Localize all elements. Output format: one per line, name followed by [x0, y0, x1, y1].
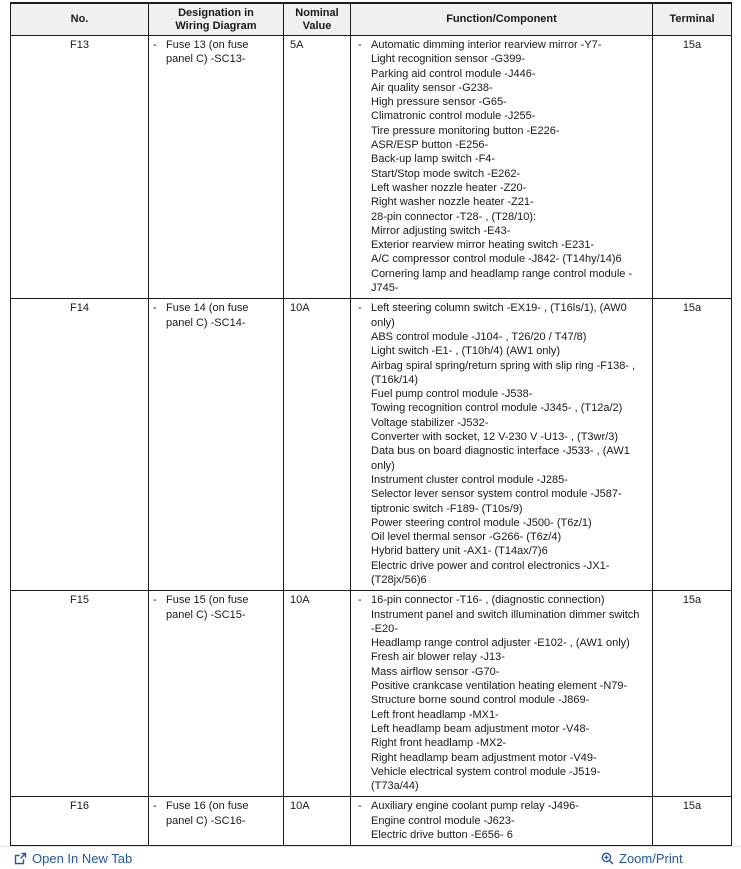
- function-item: Oil level thermal sensor -G266- (T6z/4): [371, 531, 562, 544]
- function-item: Climatronic control module -J255-: [371, 110, 536, 123]
- table-header-row: [11, 3, 732, 36]
- function-item: Right washer nozzle heater -Z21-: [371, 196, 534, 209]
- header-nominal-value-label: Nominal Value: [295, 6, 339, 32]
- function-item: ABS control module -J104- , T26/20 / T47/8): [371, 330, 587, 343]
- designation-cell: [149, 797, 284, 846]
- open-in-new-tab-link[interactable]: [14, 851, 132, 866]
- fuse-row: [11, 299, 732, 591]
- function-component-cell: [351, 591, 653, 797]
- dash-separator: -: [358, 594, 362, 607]
- function-item: Data bus on board diagnostic interface -J533- , (AW1 only): [371, 445, 630, 472]
- function-item: Electric drive button -E656- 6: [371, 829, 513, 842]
- terminal-cell: 15a: [653, 299, 732, 591]
- function-item: Cornering lamp and headlamp range control module -J745-: [371, 267, 633, 295]
- function-item: Fuel pump control module -J538-: [371, 388, 533, 401]
- designation-cell: [149, 299, 284, 591]
- function-item: Start/Stop mode switch -E262-: [371, 167, 521, 180]
- function-component-cell: [351, 797, 653, 846]
- function-item: Selector lever sensor system control module -J587- tiptronic switch -F189- (T10s/9): [371, 488, 622, 515]
- function-item: Air quality sensor -G238-: [371, 81, 493, 94]
- zoom-print-link[interactable]: [601, 851, 683, 866]
- function-item: 16-pin connector -T16- , (diagnostic connection): [371, 594, 605, 607]
- nominal-value-cell: 10A: [284, 299, 351, 591]
- function-item: 28-pin connector -T28- , (T28/10):: [371, 210, 537, 223]
- function-item: Automatic dimming interior rearview mirror -Y7-: [371, 39, 602, 51]
- terminal-cell: 15a: [653, 36, 732, 299]
- function-item: Light switch -E1- , (T10h/4) (AW1 only): [371, 345, 561, 358]
- fuse-number-cell: F13: [11, 36, 149, 299]
- function-item: Vehicle electrical system control module -J519- (T73a/44): [371, 765, 601, 793]
- function-item: Fresh air blower relay -J13-: [371, 651, 505, 664]
- fuse-assignment-table: [10, 2, 732, 846]
- nominal-value-cell: 10A: [284, 797, 351, 846]
- function-item: Power steering control module -J500- (T6z/1): [371, 516, 592, 529]
- function-item: Parking aid control module -J446-: [371, 67, 536, 80]
- function-item: High pressure sensor -G65-: [371, 96, 507, 109]
- header-function-component-label: Function/Component: [446, 13, 557, 25]
- nominal-value-cell: 10A: [284, 591, 351, 797]
- function-item: Left front headlamp -MX1-: [371, 708, 499, 721]
- fuse-number-cell: F16: [11, 797, 149, 846]
- viewer-footer-bar: [0, 846, 741, 869]
- designation-text: Fuse 14 (on fuse panel C) -SC14-: [166, 302, 249, 329]
- function-item: Instrument panel and switch illumination dimmer switch -E20-: [371, 608, 640, 635]
- function-item: Left headlamp beam adjustment motor -V48-: [371, 722, 590, 735]
- function-item: A/C compressor control module -J842- (T14hy/14)6: [371, 253, 622, 266]
- dash-separator: -: [358, 302, 362, 315]
- header-designation: [149, 3, 284, 36]
- dash-separator: -: [358, 800, 362, 813]
- zoom-print-icon: [601, 852, 614, 865]
- terminal-cell: 15a: [653, 797, 732, 846]
- header-terminal: [653, 3, 732, 36]
- nominal-value-cell: 5A: [284, 36, 351, 299]
- terminal-cell: 15a: [653, 591, 732, 797]
- header-designation-label: Designation in Wiring Diagram: [175, 6, 257, 32]
- dash-separator: -: [153, 800, 157, 813]
- open-in-new-tab-icon: [14, 852, 27, 865]
- function-item: Right headlamp beam adjustment motor -V49-: [371, 751, 597, 764]
- function-item: Auxiliary engine coolant pump relay -J496-: [371, 800, 579, 813]
- fuse-row: [11, 591, 732, 797]
- open-in-new-tab-label: Open In New Tab: [32, 851, 133, 866]
- function-item: Tire pressure monitoring button -E226-: [371, 124, 560, 137]
- function-component-cell: [351, 299, 653, 591]
- header-nominal-value: [284, 3, 351, 36]
- designation-cell: [149, 591, 284, 797]
- designation-text: Fuse 16 (on fuse panel C) -SC16-: [166, 800, 249, 827]
- function-item: Voltage stabilizer -J532-: [371, 416, 489, 429]
- dash-separator: -: [153, 39, 157, 51]
- zoom-print-label: Zoom/Print: [619, 851, 683, 866]
- designation-text: Fuse 15 (on fuse panel C) -SC15-: [166, 594, 249, 621]
- function-item: Mass airflow sensor -G70-: [371, 665, 500, 678]
- header-no-label: No.: [70, 13, 89, 25]
- header-function-component: [351, 3, 653, 36]
- function-item: Mirror adjusting switch -E43-: [371, 224, 511, 237]
- dash-separator: -: [153, 594, 157, 607]
- dash-separator: -: [358, 39, 362, 51]
- function-item: Structure borne sound control module -J869-: [371, 694, 590, 707]
- dash-separator: -: [153, 302, 157, 315]
- function-item: Towing recognition control module -J345- , (T12a/2): [371, 402, 623, 415]
- function-item: Engine control module -J623-: [371, 814, 515, 827]
- function-item: ASR/ESP button -E256-: [371, 139, 489, 152]
- fuse-number-cell: F15: [11, 591, 149, 797]
- function-item: Right front headlamp -MX2-: [371, 737, 507, 750]
- function-item: Left washer nozzle heater -Z20-: [371, 181, 527, 194]
- function-item: Exterior rearview mirror heating switch -E231-: [371, 239, 595, 252]
- function-item: Left steering column switch -EX19- , (T16ls/1), (AW0 only): [371, 302, 627, 329]
- function-item: Electric drive power and control electronics -JX1- (T28jx/56)6: [371, 559, 610, 586]
- designation-text: Fuse 13 (on fuse panel C) -SC13-: [166, 39, 249, 66]
- function-item: Instrument cluster control module -J285-: [371, 473, 568, 486]
- function-item: Back-up lamp switch -F4-: [371, 153, 496, 166]
- fuse-row: [11, 36, 732, 299]
- function-item: Converter with socket, 12 V-230 V -U13- , (T3wr/3): [371, 431, 618, 444]
- function-component-cell: [351, 36, 653, 299]
- function-item: Headlamp range control adjuster -E102- , (AW1 only): [371, 637, 630, 650]
- header-terminal-label: Terminal: [669, 13, 715, 25]
- designation-cell: [149, 36, 284, 299]
- function-item: Light recognition sensor -G399-: [371, 53, 526, 66]
- header-no: [11, 3, 149, 36]
- function-item: Hybrid battery unit -AX1- (T14ax/7)6: [371, 545, 548, 558]
- function-item: Positive crankcase ventilation heating element -N79-: [371, 680, 628, 693]
- fuse-row: [11, 797, 732, 846]
- fuse-number-cell: F14: [11, 299, 149, 591]
- function-item: Airbag spiral spring/return spring with slip ring -F138- , (T16k/14): [371, 359, 636, 386]
